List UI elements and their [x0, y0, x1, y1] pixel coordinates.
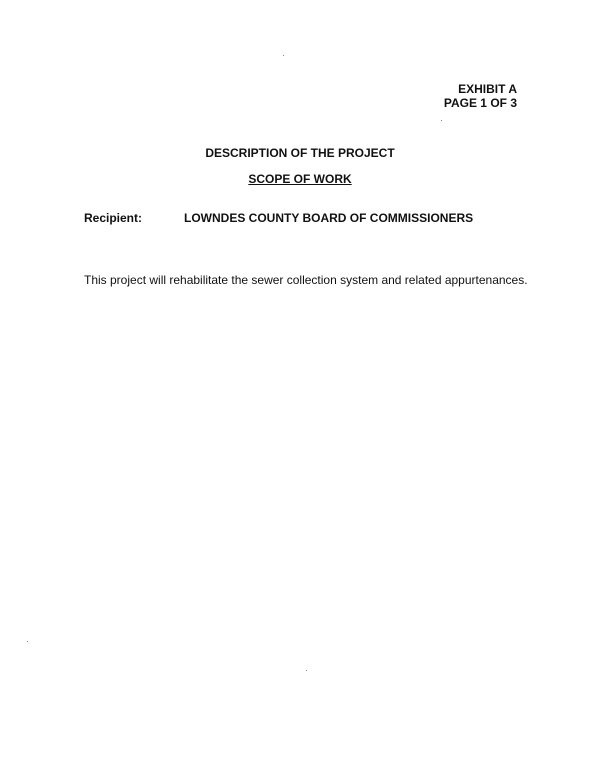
exhibit-label: EXHIBIT A: [458, 82, 517, 96]
scan-speck: [283, 55, 284, 56]
exhibit-header: [444, 82, 517, 110]
page-number: PAGE 1 OF 3: [443, 96, 517, 110]
scan-speck: [27, 641, 28, 642]
scan-speck: [306, 670, 307, 671]
scan-speck: [441, 120, 442, 121]
document-subtitle: SCOPE OF WORK: [248, 172, 352, 186]
recipient-label: Recipient:: [84, 211, 143, 225]
recipient-value: LOWNDES COUNTY BOARD OF COMMISSIONERS: [184, 211, 474, 225]
project-description: This project will rehabilitate the sewer collection system and related appurtenances.: [84, 273, 528, 287]
document-title: DESCRIPTION OF THE PROJECT: [205, 146, 395, 160]
